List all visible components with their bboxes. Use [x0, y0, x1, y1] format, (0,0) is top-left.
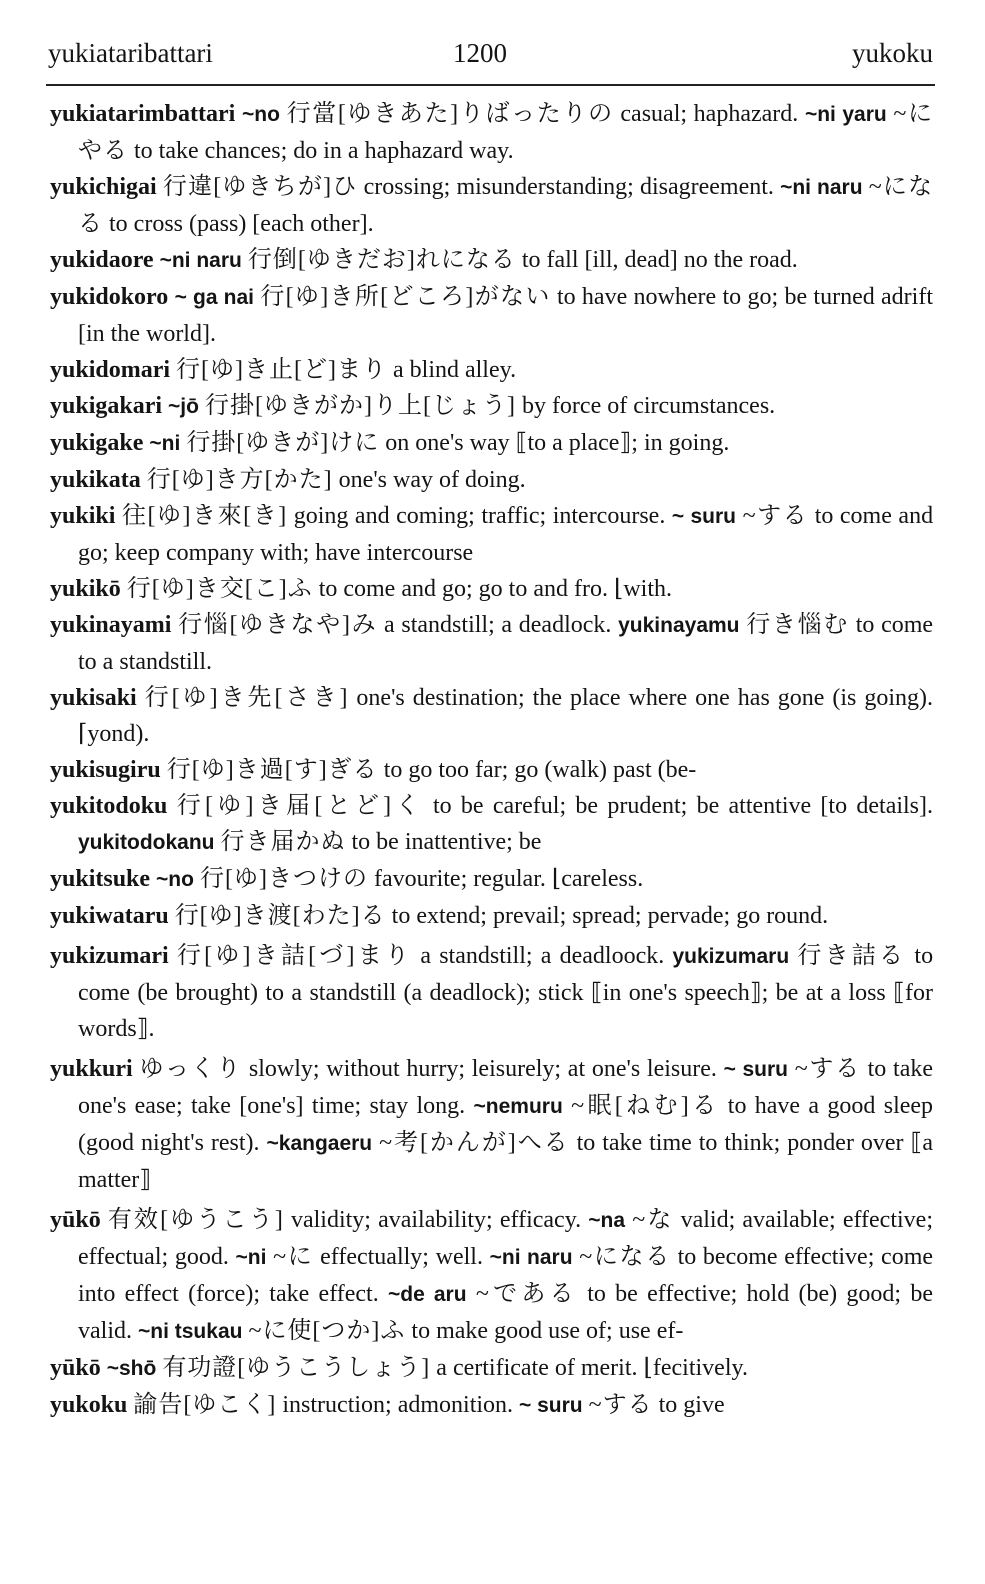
dictionary-entry — [50, 607, 933, 680]
definition-text: to take time to think; ponder over ⟦a matter⟧ — [78, 1130, 934, 1193]
dictionary-entry — [50, 571, 933, 607]
dictionary-entry — [50, 1350, 933, 1387]
dictionary-entry — [50, 680, 933, 752]
dictionary-entry — [50, 1202, 933, 1350]
entry-headword: yukidomari — [50, 357, 171, 383]
sub-entry-romaji: ~ni yaru — [804, 103, 887, 126]
definition-text: ⌊with. — [613, 576, 672, 602]
sub-entry-romaji: ~ suru — [519, 1394, 583, 1417]
definition-text: valid; available; effective; effectual; good. — [78, 1207, 933, 1270]
dictionary-entry — [50, 1387, 933, 1424]
japanese-form: 行き届かぬ — [220, 829, 346, 855]
japanese-form: ~する — [588, 1392, 653, 1418]
dictionary-entry — [50, 1051, 933, 1198]
definition-text: one's destination; the place where one has gone (is going). — [356, 685, 934, 711]
japanese-form: ~にやる — [78, 101, 934, 164]
entry-headword: yukitodoku — [50, 793, 168, 819]
japanese-form: ~考[かんが]へる — [379, 1130, 570, 1156]
definition-text: to be careful; be prudent; be attentive [to details]. — [432, 793, 934, 819]
entry-headword: yukikō — [50, 576, 121, 602]
sub-entry-romaji: ~ni naru — [780, 176, 863, 199]
guide-word-last: yukoku — [852, 38, 933, 68]
japanese-form: ~に使[つか]ふ — [248, 1318, 406, 1344]
entry-headword: yukiatarimbattari — [50, 101, 236, 127]
definition-text: favourite; regular. — [373, 866, 546, 892]
japanese-form: 行[ゆ]き交[こ]ふ — [126, 576, 313, 602]
definition-text: to have nowhere to go; be turned adrift [in the world]. — [78, 284, 934, 347]
definition-text: one's way of doing. — [338, 467, 526, 493]
japanese-form: 行倒[ゆきだお]れになる — [247, 247, 516, 273]
definition-text: on one's way ⟦to a place⟧; in going. — [385, 430, 730, 456]
japanese-form: ~する — [794, 1056, 861, 1082]
definition-text: slowly; without hurry; leisurely; at one's leisure. — [248, 1056, 717, 1082]
definition-text: effectually; well. — [320, 1244, 483, 1270]
sub-entry-romaji: ~ni naru — [489, 1246, 573, 1269]
dictionary-entry — [50, 96, 933, 169]
japanese-form: ~である — [475, 1281, 578, 1307]
dictionary-entry — [50, 279, 933, 352]
dictionary-entry — [50, 388, 933, 425]
japanese-form: 行き惱む — [746, 612, 850, 638]
dictionary-entry — [50, 788, 933, 861]
definition-text: validity; availability; efficacy. — [290, 1207, 582, 1233]
definition-text: by force of circumstances. — [521, 393, 776, 419]
running-header — [48, 38, 933, 78]
sub-entry-romaji: ~no — [156, 868, 194, 891]
entry-headword: yukisugiru — [50, 757, 161, 783]
entry-headword: yukisaki — [50, 685, 137, 711]
definition-text: a certificate of merit. — [436, 1355, 638, 1381]
sub-entry-romaji: ~ni naru — [159, 249, 242, 272]
definition-text: casual; haphazard. — [620, 101, 799, 127]
entry-headword: yukidaore — [50, 247, 154, 273]
definition-text: crossing; misunderstanding; disagreement. — [363, 174, 774, 200]
japanese-form: ~眠[ねむ]る — [571, 1093, 720, 1119]
japanese-form: 行[ゆ]き詰[づ]まり — [176, 943, 413, 969]
definition-text: ⌊careless. — [551, 866, 644, 892]
japanese-form: 行[ゆ]き渡[わた]る — [174, 903, 386, 929]
japanese-form: ゆっくり — [139, 1056, 243, 1082]
definition-text: to make good use of; use ef- — [411, 1318, 684, 1344]
sub-entry-romaji: ~shō — [106, 1357, 157, 1380]
entry-headword: yukigake — [50, 430, 144, 456]
entry-headword: yukiki — [50, 503, 116, 529]
entry-headword: yūkō — [50, 1355, 101, 1381]
japanese-form: 行[ゆ]き止[ど]まり — [176, 357, 387, 383]
dictionary-entry — [50, 242, 933, 279]
entry-list — [50, 96, 933, 1424]
sub-entry-romaji: yukitodokanu — [78, 831, 215, 854]
definition-text: to be inattentive; be — [351, 829, 542, 855]
sub-entry-romaji: ~ni — [149, 432, 181, 455]
dictionary-entry — [50, 352, 933, 388]
sub-entry-romaji: ~jō — [168, 395, 199, 418]
sub-entry-romaji: ~ suru — [723, 1058, 788, 1081]
sub-entry-romaji: ~kangaeru — [266, 1132, 373, 1155]
definition-text: to give — [658, 1392, 725, 1418]
sub-entry-romaji: ~ni tsukau — [138, 1320, 243, 1343]
japanese-form: 諭告[ゆこく] — [133, 1392, 277, 1418]
sub-entry-romaji: ~ suru — [671, 505, 737, 528]
entry-headword: yukoku — [50, 1392, 128, 1418]
entry-headword: yukitsuke — [50, 866, 151, 892]
dictionary-entry — [50, 898, 933, 934]
definition-text: to take chances; do in a haphazard way. — [134, 138, 514, 164]
sub-entry-romaji: ~ni — [235, 1246, 267, 1269]
entry-headword: yukiwataru — [50, 903, 169, 929]
definition-text: a blind alley. — [393, 357, 517, 383]
japanese-form: 行[ゆ]きつけの — [199, 866, 368, 892]
entry-headword: yukidokoro — [50, 284, 169, 310]
entry-headword: yukizumari — [50, 943, 169, 969]
definition-text: ⌊fecitively. — [643, 1355, 748, 1381]
sub-entry-romaji: ~nemuru — [473, 1095, 563, 1118]
japanese-form: 行[ゆ]き方[かた] — [146, 467, 333, 493]
definition-text: to be effective; hold (be) good; be valid. — [78, 1281, 934, 1344]
definition-text: to cross (pass) [each other]. — [109, 211, 374, 237]
sub-entry-romaji: ~ ga nai — [174, 286, 254, 309]
definition-text: to have a good sleep (good night's rest). — [78, 1093, 934, 1156]
japanese-form: ~に — [273, 1244, 314, 1270]
definition-text: to take one's ease; take [one's] time; stay long. — [78, 1056, 933, 1119]
japanese-form: 行掛[ゆきがか]り上[じょう] — [204, 393, 516, 419]
entry-headword: yūkō — [50, 1207, 101, 1233]
dictionary-entry — [50, 169, 933, 242]
japanese-form: ~する — [742, 503, 809, 529]
japanese-form: ~になる — [579, 1244, 671, 1270]
entry-headword: yukichigai — [50, 174, 157, 200]
page-number: 1200 — [453, 38, 507, 68]
japanese-form: 有功證[ゆうこうしょう] — [162, 1355, 431, 1381]
dictionary-entry — [50, 425, 933, 462]
definition-text: ⌈yond). — [78, 721, 150, 747]
dictionary-entry — [50, 462, 933, 498]
sub-entry-romaji: ~na — [588, 1209, 626, 1232]
japanese-form: 行惱[ゆきなや]み — [178, 612, 378, 638]
definition-text: a standstill; a deadlock. — [384, 612, 612, 638]
japanese-form: 行違[ゆきちが]ひ — [162, 174, 358, 200]
japanese-form: 行掛[ゆきが]けに — [186, 430, 380, 456]
japanese-form: 行[ゆ]き過[す]ぎる — [166, 757, 378, 783]
dictionary-entry — [50, 938, 933, 1047]
definition-text: going and coming; traffic; intercourse. — [293, 503, 666, 529]
sub-entry-romaji: yukinayamu — [618, 614, 740, 637]
japanese-form: 行[ゆ]き先[さき] — [144, 685, 349, 711]
header-rule — [46, 84, 935, 86]
definition-text: a standstill; a deadloock. — [420, 943, 665, 969]
japanese-form: 行き詰る — [797, 943, 907, 969]
definition-text: to come (be brought) to a standstill (a deadlock); stick ⟦in one's speech⟧; be at a loss ⟦for words⟧. — [78, 943, 934, 1042]
japanese-form: 有效[ゆうこう] — [107, 1207, 284, 1233]
definition-text: to come to a standstill. — [78, 612, 934, 675]
definition-text: instruction; admonition. — [282, 1392, 514, 1418]
definition-text: to come and go; keep company with; have intercourse — [78, 503, 934, 566]
japanese-form: 行當[ゆきあた]りばったりの — [286, 101, 614, 127]
japanese-form: 行[ゆ]き届[とど]く — [176, 793, 424, 819]
japanese-form: 行[ゆ]き所[どころ]がない — [260, 284, 551, 310]
guide-word-first: yukiataribattari — [48, 38, 213, 68]
dictionary-entry — [50, 498, 933, 571]
definition-text: to become effective; come into effect (force); take effect. — [78, 1244, 934, 1307]
japanese-form: 往[ゆ]き來[き] — [121, 503, 288, 529]
definition-text: to go too far; go (walk) past (be- — [383, 757, 697, 783]
entry-headword: yukigakari — [50, 393, 163, 419]
sub-entry-romaji: yukizumaru — [672, 945, 790, 968]
sub-entry-romaji: ~no — [241, 103, 280, 126]
dictionary-entry — [50, 861, 933, 898]
sub-entry-romaji: ~de aru — [388, 1283, 467, 1306]
entry-headword: yukkuri — [50, 1056, 133, 1082]
entry-headword: yukinayami — [50, 612, 172, 638]
definition-text: to come and go; go to and fro. — [318, 576, 608, 602]
japanese-form: ~になる — [78, 174, 934, 237]
japanese-form: ~な — [632, 1207, 674, 1233]
dictionary-entry — [50, 752, 933, 788]
definition-text: to fall [ill, dead] no the road. — [521, 247, 798, 273]
definition-text: to extend; prevail; spread; pervade; go round. — [391, 903, 829, 929]
entry-headword: yukikata — [50, 467, 141, 493]
